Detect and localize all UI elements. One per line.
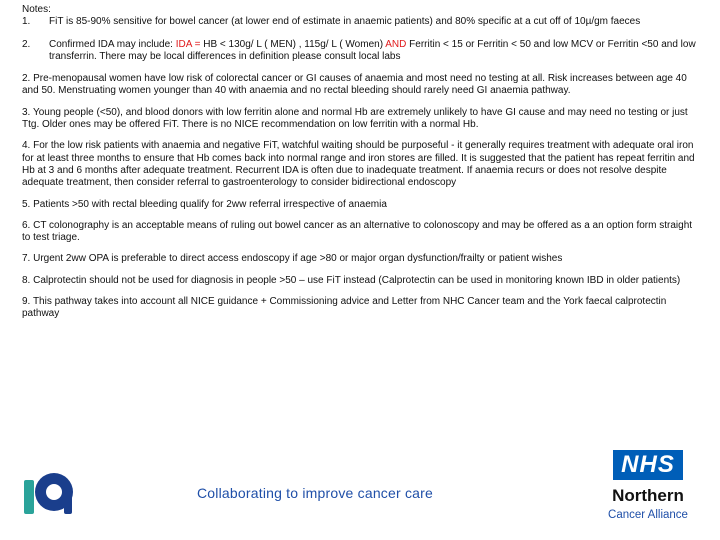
note-paragraph-8: 8. Calprotectin should not be used for diagnosis in people >50 – use FiT instead (Calprotectin can be used in monitoring known IBD in older patients) <box>22 274 681 286</box>
ida-label: IDA = <box>175 38 204 50</box>
note-item-2 <box>22 39 702 64</box>
notes-document <box>22 4 702 330</box>
note-item-1-number: 1. <box>22 16 31 28</box>
note-paragraph-3: 3. Young people (<50), and blood donors with low ferritin alone and normal Hb are extremely unlikely to have GI cause and may need no testing or just Ttg. Older ones may be offered FiT. There is no NICE recommendation on low ferritin with a normal Hb. <box>22 106 688 131</box>
note-paragraph-4: 4. For the low risk patients with anaemia and negative FiT, watchful waiting should be purposeful - it generally requires treatment with adequate oral iron for at least three months to ensure that Hb comes back into normal range and iron stores are filled. It is suggested that the patient has repeat ferritin and Hb at 3 and 6 months after adequate treatment. Recurrent IDA is often due to inadequate treatment. If anaemia recurs or does not resolve despite adequate treatment, then consider referral to gastroenterology to consider bidirectional endoscopy <box>22 140 695 189</box>
note-paragraph-7: 7. Urgent 2ww OPA is preferable to direct access endoscopy if age >80 or major organ dysfunction/frailty or patient wishes <box>22 253 563 265</box>
note-item-2-number: 2. <box>22 38 31 50</box>
nhs-badge: NHS <box>613 450 683 480</box>
note-paragraph-5: 5. Patients >50 with rectal bleeding qualify for 2ww referral irrespective of anaemia <box>22 198 387 210</box>
note-item-1-text: FiT is 85-90% sensitive for bowel cancer (at lower end of estimate in anaemic patients) and 80% specific at a cut off of 10µ/gm faeces <box>49 16 641 28</box>
note-paragraph-6: 6. CT colonography is an acceptable means of ruling out bowel cancer as an alternative to colonoscopy and may be offered as a an option form straight to test triage. <box>22 219 693 244</box>
notes-label: Notes: <box>22 4 51 15</box>
na-logo-icon <box>22 464 74 518</box>
and-label: AND <box>385 38 407 50</box>
note-paragraph-9: 9. This pathway takes into account all NICE guidance + Commissioning advice and Letter from NHC Cancer team and the York faecal calprotectin pathway <box>22 296 667 320</box>
nhs-org-name: Northern <box>612 486 684 505</box>
note-item-2-prefix: Confirmed IDA may include: <box>49 38 176 50</box>
nhs-northern-cancer-alliance-logo <box>598 450 698 522</box>
hb-threshold: HB < 130g/ L ( MEN) , 115g/ L ( Women) <box>203 38 386 50</box>
footer-tagline: Collaborating to improve cancer care <box>197 485 433 501</box>
ferritin-criteria: Ferritin < 15 or Ferritin < 50 and low MCV or Ferritin <50 and low transferrin. There may be local differences in definition please consult local labs <box>49 38 696 62</box>
note-paragraph-2: 2. Pre-menopausal women have low risk of colorectal cancer or GI causes of anaemia and most need no testing at all. Risk increases between age 40 and 50. Menstruating women younger than 40 with anaemia and no rectal bleeding should rarely need GI anaemia pathway. <box>22 73 687 97</box>
note-item-1 <box>22 16 702 28</box>
nhs-org-subtitle: Cancer Alliance <box>608 509 688 521</box>
note-item-2-text <box>49 39 702 64</box>
